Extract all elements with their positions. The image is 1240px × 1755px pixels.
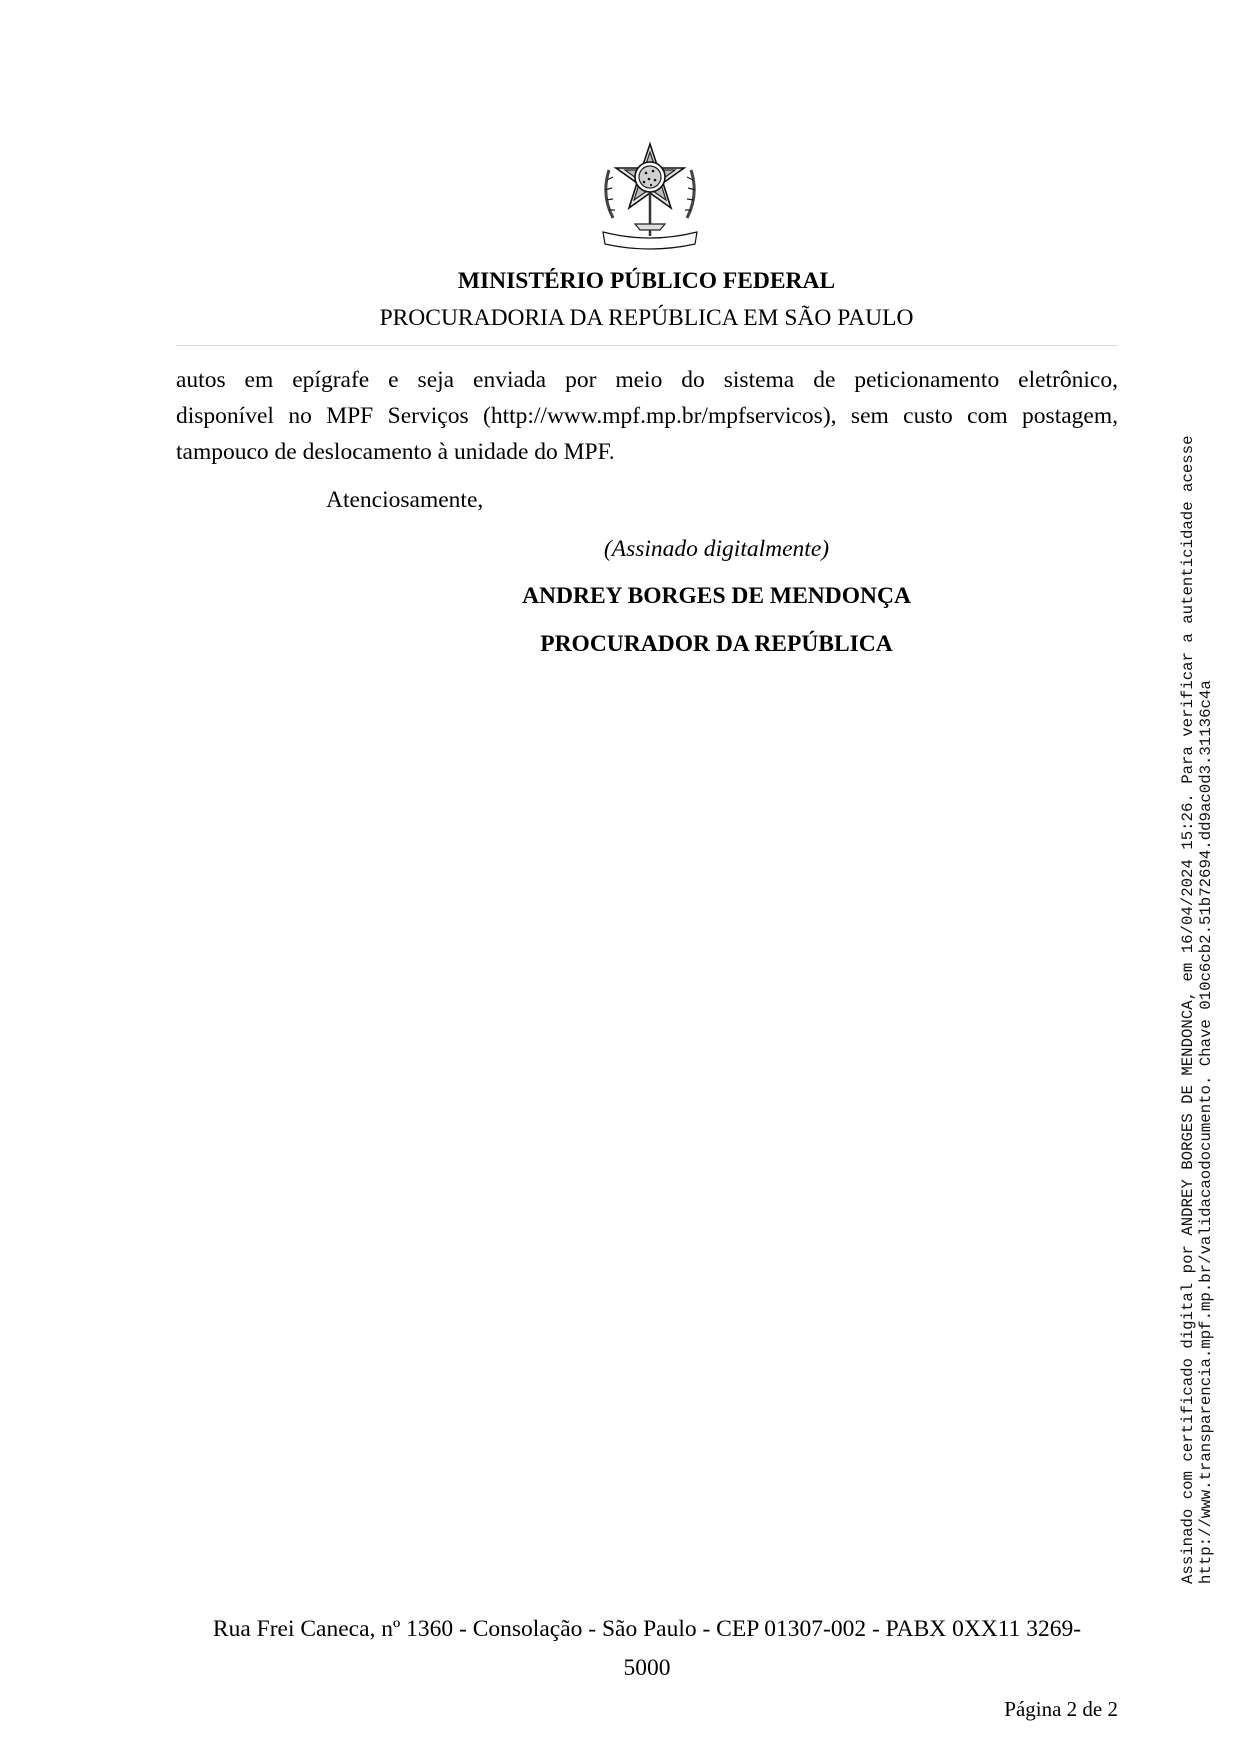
address-line: Rua Frei Caneca, nº 1360 - Consolação - São Paulo - CEP 01307-002 - PABX 0XX11 3269- (212, 1616, 1082, 1642)
signed-note: (Assinado digitalmente) (603, 536, 830, 562)
header-divider (176, 345, 1118, 346)
page-number: Página 2 de 2 (1004, 1697, 1118, 1721)
org-subtitle: PROCURADORIA DA REPÚBLICA EM SÃO PAULO (379, 305, 914, 331)
address-line: 5000 (623, 1655, 671, 1681)
footer-address (176, 1610, 1118, 1688)
org-title: MINISTÉRIO PÚBLICO FEDERAL (457, 268, 836, 294)
coat-of-arms-icon (595, 140, 705, 256)
stamp-line: http://www.transparencia.mpf.mp.br/validacaodocumento. Chave 010c6cb2.51b72694.dd9ac0d3.31136c4a (1197, 680, 1215, 1584)
digital-signature-stamp (1179, 435, 1215, 1584)
stamp-line: Assinado com certificado digital por ANDREY BORGES DE MENDONCA, em 16/04/2024 15:26. Para verificar a autenticidade acesse (1179, 435, 1197, 1584)
signer-name: ANDREY BORGES DE MENDONÇA (522, 583, 911, 609)
body-line: tampouco de deslocamento à unidade do MPF. (176, 439, 615, 465)
body-paragraph (176, 362, 1118, 470)
body-line: autos em epígrafe e seja enviada por meio do sistema de peticionamento eletrônico, (176, 367, 1118, 393)
signer-role: PROCURADOR DA REPÚBLICA (540, 631, 893, 657)
closing-salutation: Atenciosamente, (326, 487, 484, 513)
body-line: disponível no MPF Serviços (http://www.mpf.mp.br/mpfservicos), sem custo com postagem, (176, 403, 1118, 429)
